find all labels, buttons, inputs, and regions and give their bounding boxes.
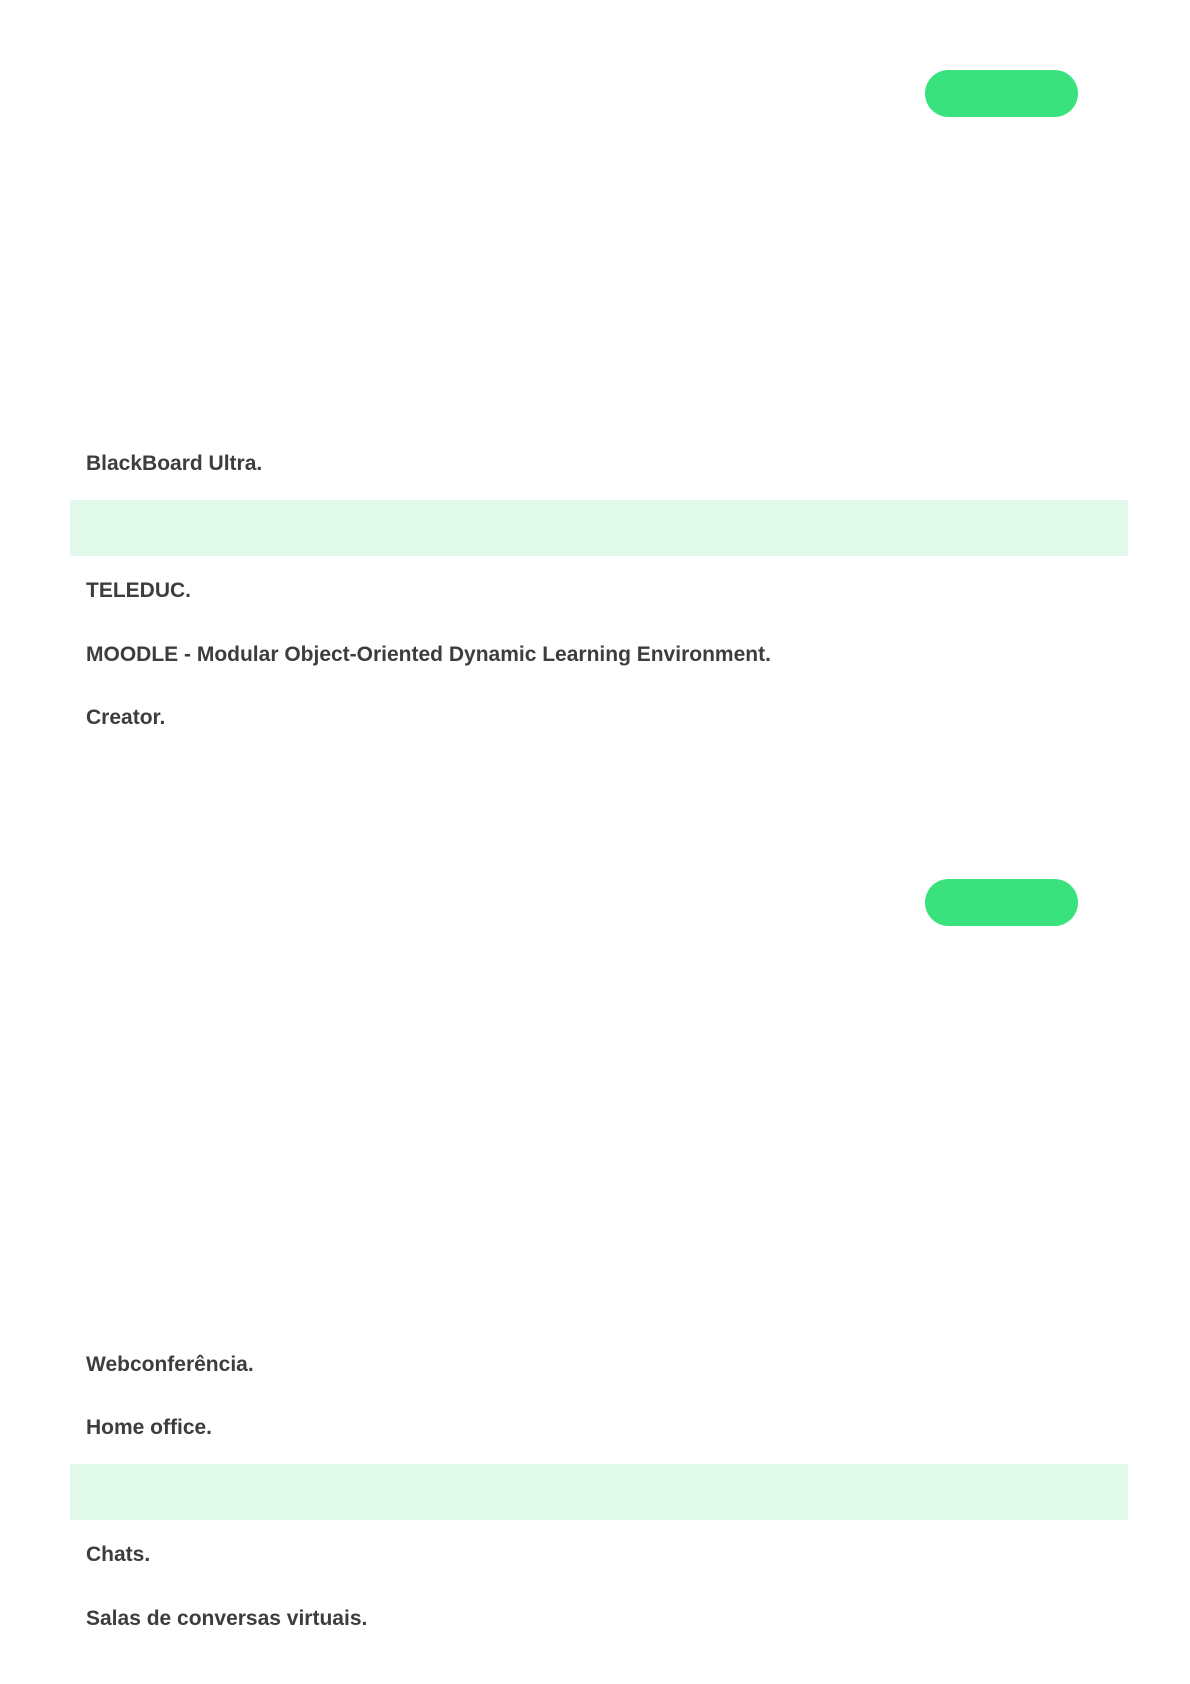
question-2-option-2[interactable] (70, 1400, 1128, 1456)
question-1-option-4[interactable] (70, 627, 1128, 683)
option-label: Salas de conversas virtuais. (86, 1607, 368, 1630)
option-label: Creator. (86, 706, 166, 729)
question-2-option-1[interactable] (70, 1337, 1128, 1393)
option-label: Home office. (86, 1416, 213, 1439)
question-1-option-1[interactable] (70, 436, 1128, 492)
option-label: BlackBoard Ultra. (86, 452, 263, 475)
question-2-status-pill (925, 879, 1078, 926)
option-label: TELEDUC. (86, 579, 191, 602)
option-label: MOODLE - Modular Object-Oriented Dynamic Learning Environment. (86, 643, 771, 666)
option-label: Chats. (86, 1543, 151, 1566)
option-label: Webconferência. (86, 1353, 254, 1376)
question-1-option-2-highlighted[interactable] (70, 500, 1128, 556)
question-2-option-5[interactable] (70, 1591, 1128, 1647)
question-2-option-3-highlighted[interactable] (70, 1464, 1128, 1520)
question-1-option-5[interactable] (70, 690, 1128, 746)
question-1-option-3[interactable] (70, 563, 1128, 619)
question-1-status-pill (925, 70, 1078, 117)
question-2-option-4[interactable] (70, 1527, 1128, 1583)
